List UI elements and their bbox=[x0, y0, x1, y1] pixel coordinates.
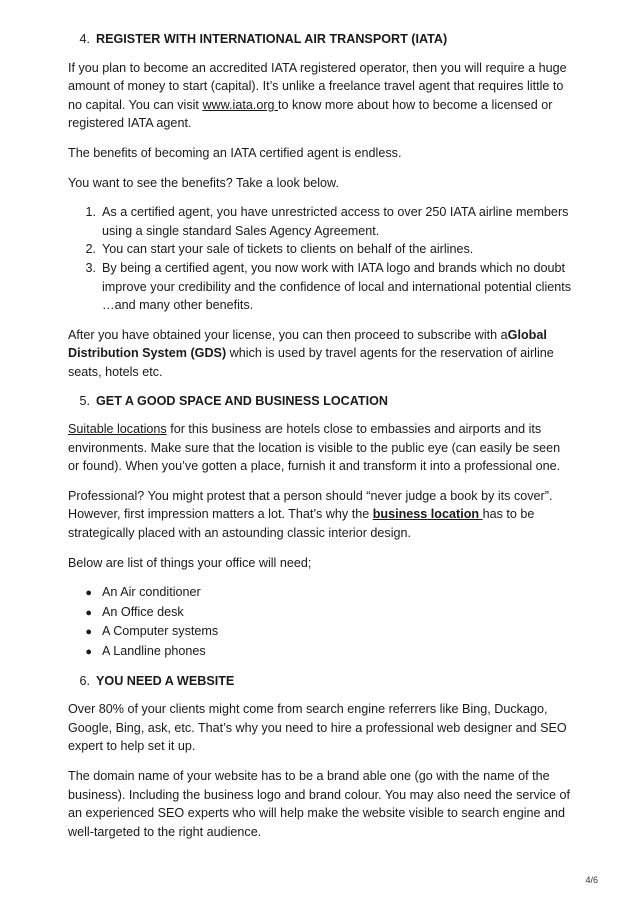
list-number: 3. bbox=[85, 260, 96, 275]
paragraph: The domain name of your website has to be a brand able one (go with the name of the business). Including the business logo and brand colour. You may also need the service of an experienced SEO experts who will help make the website visible to search engine and well-targeted to the right audience. bbox=[68, 769, 570, 839]
paragraph: Over 80% of your clients might come from search engine referrers like Bing, Duckago, Google, Bing, ask, etc. That’s why you need to hire a professional web designer and SEO expert to help set it up. bbox=[68, 702, 567, 754]
section-number: 5. bbox=[79, 393, 90, 408]
section-title: YOU NEED A WEBSITE bbox=[96, 673, 235, 688]
section-5-heading bbox=[68, 392, 573, 411]
list-text: As a certified agent, you have unrestricted access to over 250 IATA airline members using a single standard Sales Agency Agreement. bbox=[102, 205, 569, 238]
paragraph: Below are list of things your office will need; bbox=[68, 555, 312, 570]
suitable-locations-link[interactable]: Suitable locations bbox=[68, 422, 167, 437]
list-text: A Computer systems bbox=[102, 624, 219, 639]
list-number: 2. bbox=[85, 242, 96, 257]
text: to know more about how to become a licensed or registered IATA agent. bbox=[68, 97, 553, 131]
paragraph: You want to see the benefits? Take a look below. bbox=[68, 175, 339, 190]
text: If you plan to become an accredited IATA registered operator, then you will require a huge amount of money to start (capital). It’s unlike a freelance travel agent that requires little to no capital. You can visit bbox=[68, 60, 567, 112]
list-text: By being a certified agent, you now work with IATA logo and brands which no doubt improve your credibility and the confidence of local and international potential clients …and many other benefits. bbox=[102, 260, 572, 313]
bullet-icon: ● bbox=[85, 626, 92, 639]
list-text: A Landline phones bbox=[102, 644, 206, 659]
gds-bold: Global Distribution System (GDS) bbox=[68, 327, 547, 361]
bullet-icon: ● bbox=[85, 606, 92, 619]
section-number: 6. bbox=[79, 673, 90, 688]
benefits-list bbox=[68, 203, 573, 315]
text: for this business are hotels close to embassies and airports and its environments. Make sure that the location is visible to the public eye (can easily be seen or found). When you’ve gotten a place, furnish it and transform it into a professional one. bbox=[68, 422, 561, 474]
section-4-heading bbox=[68, 30, 573, 49]
business-location-link[interactable]: business location bbox=[372, 507, 483, 522]
text: which is used by travel agents for the reservation of airline seats, hotels etc. bbox=[68, 346, 554, 379]
list-number: 1. bbox=[85, 205, 96, 220]
list-item bbox=[68, 583, 573, 603]
section-6-heading bbox=[68, 672, 573, 691]
paragraph bbox=[68, 326, 573, 382]
text: has to be strategically placed with an astounding classic interior design. bbox=[68, 507, 535, 541]
section-title: REGISTER WITH INTERNATIONAL AIR TRANSPORT (IATA) bbox=[96, 32, 448, 46]
list-item bbox=[68, 259, 573, 315]
list-text: An Office desk bbox=[102, 604, 184, 619]
list-text: An Air conditioner bbox=[102, 585, 201, 600]
list-text: You can start your sale of tickets to clients on behalf of the airlines. bbox=[102, 242, 474, 257]
list-item bbox=[68, 642, 573, 662]
list-item bbox=[68, 622, 573, 642]
needs-list bbox=[68, 583, 573, 661]
document-page bbox=[68, 30, 573, 841]
page-number: 4/6 bbox=[585, 875, 598, 885]
section-number: 4. bbox=[79, 32, 90, 46]
text: After you have obtained your license, you can then proceed to subscribe with a bbox=[68, 327, 508, 342]
section-title: GET A GOOD SPACE AND BUSINESS LOCATION bbox=[96, 393, 389, 408]
paragraph bbox=[68, 487, 573, 543]
list-item bbox=[68, 603, 573, 623]
iata-link[interactable]: www.iata.org bbox=[202, 97, 279, 112]
paragraph bbox=[68, 59, 573, 133]
list-item bbox=[68, 203, 573, 240]
paragraph: The benefits of becoming an IATA certified agent is endless. bbox=[68, 145, 402, 160]
list-item bbox=[68, 240, 573, 259]
bullet-icon: ● bbox=[85, 646, 92, 659]
bullet-icon: ● bbox=[85, 587, 92, 600]
text: Professional? You might protest that a person should “never judge a book by its cover”. However, first impression matters a lot. That’s why the bbox=[68, 488, 553, 522]
paragraph bbox=[68, 420, 573, 476]
